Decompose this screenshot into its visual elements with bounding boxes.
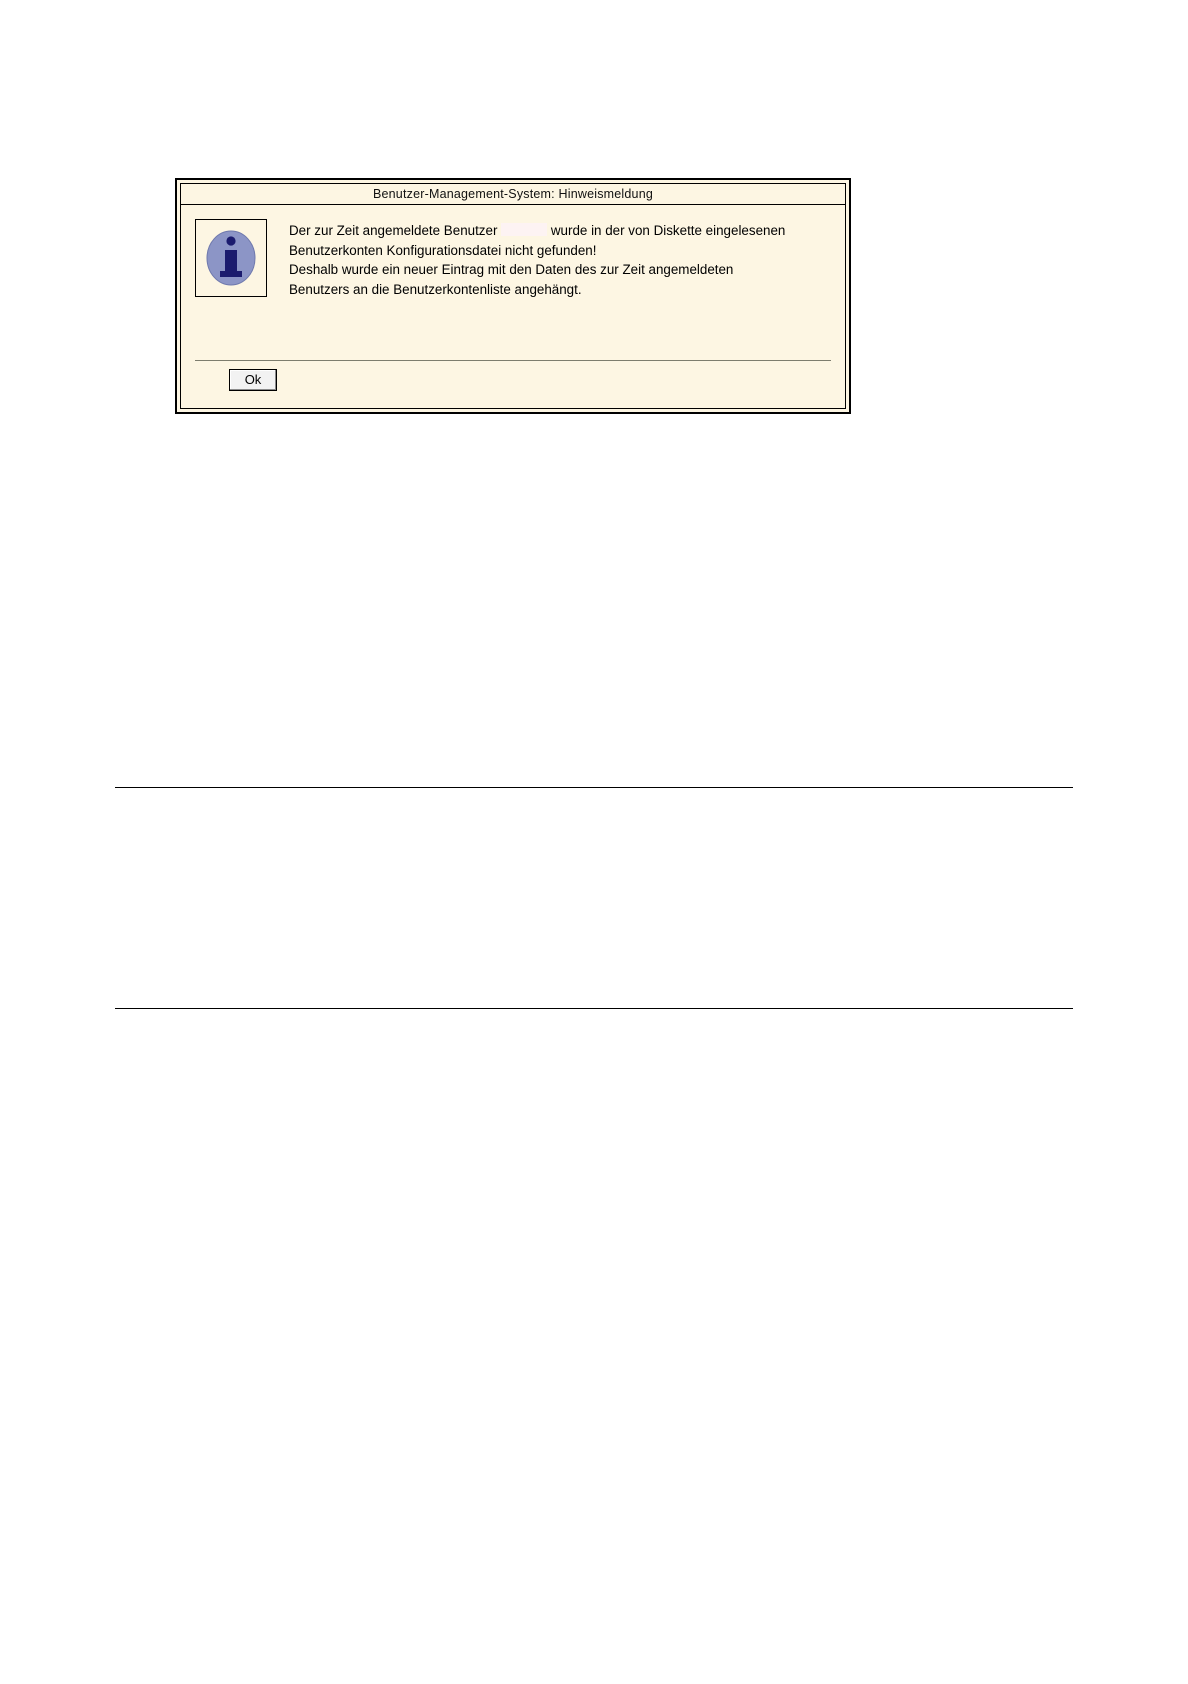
dialog-body (181, 205, 845, 351)
info-icon (195, 219, 267, 297)
dialog-separator (195, 360, 831, 361)
dialog-message (289, 219, 831, 299)
message-line-1-before: Der zur Zeit angemeldete Benutzer (289, 223, 498, 238)
message-line-3: Deshalb wurde ein neuer Eintrag mit den Daten des zur Zeit angemeldeten (289, 262, 734, 277)
upper-horizontal-rule (115, 787, 1073, 788)
message-line-1 (289, 221, 831, 241)
message-line-4: Benutzers an die Benutzerkontenliste angehängt. (289, 281, 582, 297)
ok-button[interactable]: Ok (229, 369, 277, 391)
lower-horizontal-rule (115, 1008, 1073, 1009)
hinweismeldung-dialog (175, 178, 851, 414)
message-line-2: Benutzerkonten Konfigurationsdatei nicht gefunden! (289, 242, 597, 258)
redacted-username (501, 223, 547, 236)
dialog-frame (180, 183, 846, 409)
message-line-1-after: wurde in der von Diskette eingelesenen (550, 223, 786, 238)
dialog-title: Benutzer-Management-System: Hinweismeldung (372, 187, 654, 201)
dialog-titlebar[interactable] (181, 184, 845, 205)
